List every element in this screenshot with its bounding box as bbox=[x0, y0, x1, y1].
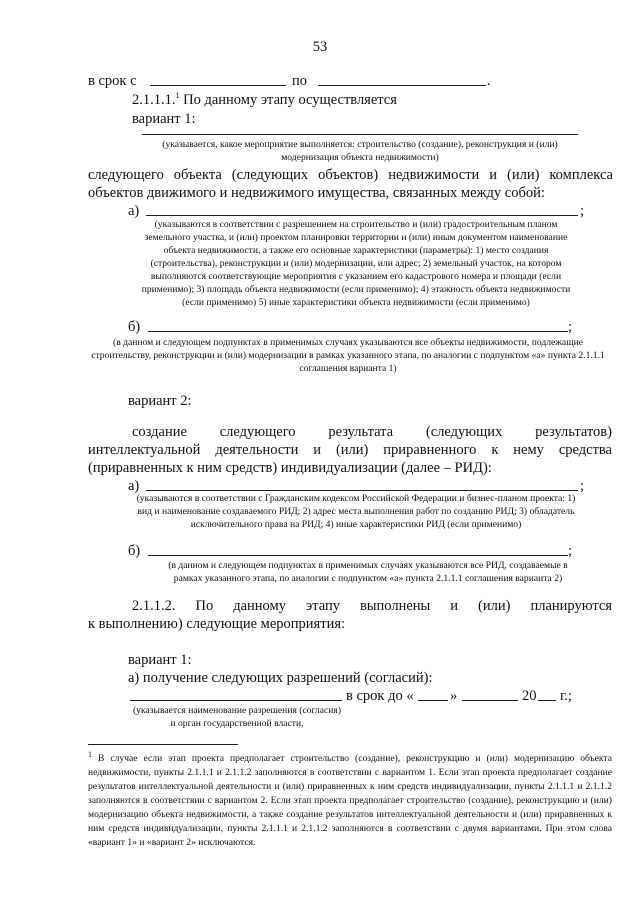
caption-activity-type: (указывается, какое мероприятие выполняется: строительство (создание), реконструкция и (или) модернизация объекта недвижимости) bbox=[162, 139, 558, 163]
variant-2-label: вариант 2: bbox=[128, 393, 192, 409]
period-from-blank[interactable] bbox=[150, 85, 286, 86]
variant-2-line-2: интеллектуальной деятельности и (или) приравненного к нему средства bbox=[88, 442, 612, 458]
item-a-semicolon: ; bbox=[580, 203, 585, 219]
section-2111-heading bbox=[132, 91, 397, 109]
item-a-label: а) bbox=[128, 203, 140, 219]
footnote-1-mark: 1 bbox=[88, 749, 92, 759]
section-2112-item-a: а) получение следующих разрешений (согласий): bbox=[128, 670, 433, 686]
deadline-year-suffix: г.; bbox=[560, 688, 572, 704]
item-a2-label: а) bbox=[128, 478, 140, 494]
footnote-1-text: В случае если этап проекта предполагает строительство (создание), реконструкцию и (или) модернизацию объекта недвижимости, пункты 2.1.1.1 и 2.1.1.2 заполняются в соответствии с вариантом 1. Если этап проекта предполагает создание результатов интеллектуальной деятельности и (или) приравненных к ним средств индивидуализации, пункты 2.1.1.1 и 2.1.1.2 заполняются в соответствии с вариантом 2. Если этап проекта предполагает строительство (создание), реконструкцию и (или) модернизацию объекта недвижимости, а также создание результатов интеллектуальной деятельности и (или) приравненных к ним средств индивидуализации, пункты 2.1.1.1 и 2.1.1.2 заполняются в соответствии с двумя вариантами. При этом слова «вариант 1» и «вариант 2» исключаются. bbox=[88, 753, 612, 848]
section-2112-line-2: к выполнению) следующие мероприятия: bbox=[88, 616, 346, 632]
variant-1-label: вариант 1: bbox=[132, 111, 196, 127]
item-b-blank[interactable] bbox=[148, 331, 568, 332]
item-b2-semicolon: ; bbox=[568, 543, 573, 559]
page-number: 53 bbox=[312, 39, 328, 55]
period-to-label: по bbox=[292, 73, 308, 89]
body-line-2: объектов движимого и недвижимого имущества, связанных между собой: bbox=[88, 185, 545, 201]
footnote-separator bbox=[88, 744, 238, 745]
footnote-1 bbox=[88, 749, 612, 850]
caption-permission: (указывается наименование разрешения (согласия) и орган государственной власти, bbox=[132, 705, 342, 729]
period-to-blank[interactable] bbox=[318, 85, 486, 86]
item-a-blank[interactable] bbox=[146, 215, 578, 216]
period-end-dot: . bbox=[487, 73, 491, 89]
item-a2-blank[interactable] bbox=[146, 490, 578, 491]
period-from-label: в срок с bbox=[88, 73, 137, 89]
item-a2-semicolon: ; bbox=[580, 478, 585, 494]
caption-item-b2: (в данном и следующем подпунктах в применимых случаях указываются все РИД, создаваемые в рамках указанного этапа, по аналогии с подпунктом «а» пункта 2.1.1.1 соглашения варианта 2) bbox=[168, 560, 568, 584]
section-2111-text: По данному этапу осуществляется bbox=[183, 92, 397, 108]
caption-item-b: (в данном и следующем подпунктах в применимых случаях указываются все объекты недвижимости, подлежащие строительству, реконструкции и (или) модернизации в рамках указанного этапа, по аналогии с подпунктом «а» пункта 2.1.1.1 соглашения варианта 1) bbox=[91, 337, 605, 374]
permission-name-blank[interactable] bbox=[130, 700, 342, 701]
deadline-year-prefix: 20 bbox=[522, 688, 537, 704]
item-b-semicolon: ; bbox=[568, 319, 573, 335]
item-b2-label: б) bbox=[128, 543, 141, 559]
deadline-quote-close: » bbox=[450, 688, 458, 704]
variant-2-line-3: (приравненных к ним средств) индивидуализации (далее – РИД): bbox=[88, 460, 492, 476]
caption-item-a2: (указываются в соответствии с Гражданским кодексом Российской Федерации и бизнес-планом проекта: 1) вид и наименование создаваемого РИД; 2) адрес места выполнения работ по созданию РИД; 3) обладатель исключительного права на РИД; 4) иные характеристики РИД (если применимо) bbox=[136, 493, 576, 530]
item-b-label: б) bbox=[128, 319, 141, 335]
caption-item-a: (указываются в соответствии с разрешением на строительство и (или) градостроительным планом земельного участка, и (или) проектом планировки территории и (или) иным документом наименование объекта недвижимости, а также его основные характеристики (параметры): 1) место создания (строительства), реконструкции и (или) модернизации, или адрес; 2) земельный участок, на котором выполняются соответствующие мероприятия с указанием его кадастрового номера и площади (если применимо); 3) площадь объекта недвижимости (если применимо); 4) этажность объекта недвижимости (если применимо) 5) иные характеристики объекта недвижимости (если применимо) bbox=[141, 219, 571, 308]
section-2112-line-1: 2.1.1.2. По данному этапу выполнены и (или) планируются bbox=[132, 598, 612, 614]
deadline-label: в срок до « bbox=[346, 688, 414, 704]
deadline-year-blank[interactable] bbox=[538, 700, 556, 701]
deadline-day-blank[interactable] bbox=[418, 700, 448, 701]
body-line-1: следующего объекта (следующих объектов) недвижимости и (или) комплекса bbox=[88, 167, 613, 183]
item-b2-blank[interactable] bbox=[148, 555, 568, 556]
footnote-ref-1: 1 bbox=[175, 91, 180, 101]
deadline-month-blank[interactable] bbox=[462, 700, 518, 701]
section-2112-variant-1: вариант 1: bbox=[128, 652, 192, 668]
variant-2-line-1: создание следующего результата (следующих результатов) bbox=[132, 424, 612, 440]
section-2111-number: 2.1.1.1. bbox=[132, 92, 176, 108]
activity-type-blank[interactable] bbox=[142, 134, 578, 135]
